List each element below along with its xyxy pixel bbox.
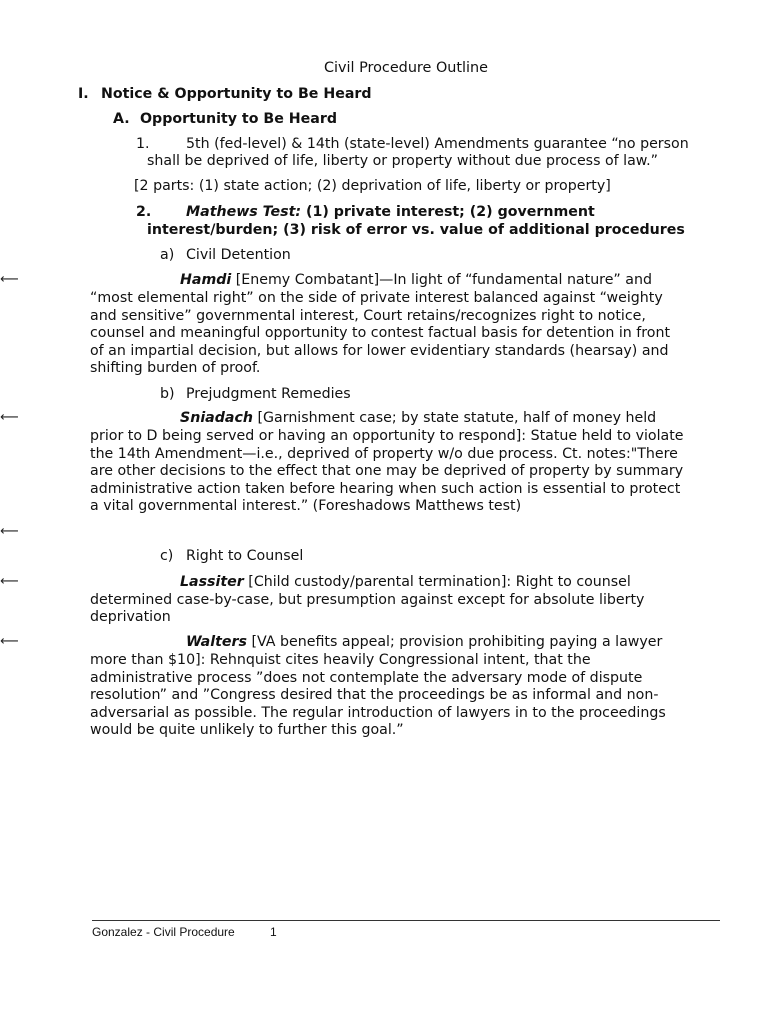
item-text-line [186, 203, 595, 221]
case-line [186, 633, 662, 651]
case-text: [Garnishment case; by state statute, half of money held [253, 410, 657, 426]
left-arrow-icon: ⟵ [0, 524, 19, 539]
document-title: Civil Procedure Outline [323, 60, 489, 76]
subitem-heading: Right to Counsel [186, 548, 304, 564]
case-text-line: prior to D being served or having an opportunity to respond]: Statue held to violate [90, 428, 684, 444]
item-text-line: 5th (fed-level) & 14th (state-level) Amendments guarantee “no person [186, 136, 689, 152]
item-number: 1. [136, 136, 150, 152]
item-text-line: interest/burden; (3) risk of error vs. value of additional procedures [147, 222, 685, 238]
case-text-line: administrative process ”does not contemplate the adversary mode of dispute [90, 670, 643, 686]
case-line [180, 271, 652, 289]
case-name: Lassiter [180, 574, 244, 590]
case-text-line: adversarial as possible. The regular introduction of lawyers in to the proceedings [90, 705, 666, 721]
case-text-line: counsel and meaningful opportunity to contest factual basis for detention in front [90, 325, 671, 341]
page-number: 1 [270, 925, 277, 939]
item-text-line: shall be deprived of life, liberty or property without due process of law.” [147, 153, 658, 169]
item-number: 2. [136, 204, 152, 220]
subitem-heading: Prejudgment Remedies [186, 386, 351, 402]
case-text-line: shifting burden of proof. [90, 360, 261, 376]
case-name: Hamdi [180, 272, 232, 288]
left-arrow-icon: ⟵ [0, 574, 19, 589]
case-text-line: of an impartial decision, but allows for lower evidentiary standards (hearsay) and [90, 343, 669, 359]
footer-text: Gonzalez - Civil Procedure [92, 925, 235, 939]
test-elements: (1) private interest; (2) government [301, 204, 595, 220]
subitem-heading: Civil Detention [186, 247, 291, 263]
case-text-line: a vital governmental interest.” (Foreshadows Matthews test) [90, 498, 522, 514]
subitem-label: b) [160, 386, 175, 402]
case-line [180, 573, 631, 591]
section-heading: Notice & Opportunity to Be Heard [101, 86, 372, 102]
case-text: [VA benefits appeal; provision prohibiting paying a lawyer [246, 634, 663, 650]
left-arrow-icon: ⟵ [0, 272, 19, 287]
case-name: Walters [186, 634, 247, 650]
case-text-line: would be quite unlikely to further this goal.” [90, 722, 404, 738]
case-text-line: are other decisions to the effect that one may be deprived of property by summary [90, 463, 684, 479]
case-text-line: “most elemental right” on the side of private interest balanced against “weighty [90, 290, 663, 306]
left-arrow-icon: ⟵ [0, 634, 19, 649]
case-text-line: resolution” and ”Congress desired that the proceedings be as informal and non- [90, 687, 659, 703]
left-arrow-icon: ⟵ [0, 410, 19, 425]
case-text: [Enemy Combatant]—In light of “fundamental nature” and [231, 272, 652, 288]
case-name: Sniadach [180, 410, 253, 426]
footer-divider [92, 920, 720, 921]
test-name: Mathews Test: [186, 204, 302, 220]
subsection-heading: Opportunity to Be Heard [140, 111, 337, 127]
subsection-letter: A. [113, 111, 130, 127]
case-text-line: the 14th Amendment—i.e., deprived of property w/o due process. Ct. notes:"There [90, 446, 678, 462]
case-text-line: more than $10]: Rehnquist cites heavily Congressional intent, that the [90, 652, 591, 668]
case-text: [Child custody/parental termination]: Right to counsel [243, 574, 631, 590]
section-numeral: I. [78, 86, 89, 102]
subitem-label: a) [160, 247, 175, 263]
item-note: [2 parts: (1) state action; (2) deprivation of life, liberty or property] [134, 178, 611, 194]
case-line [180, 409, 656, 427]
case-text-line: and sensitive” governmental interest, Court retains/recognizes right to notice, [90, 308, 646, 324]
case-text-line: deprivation [90, 609, 171, 625]
subitem-label: c) [160, 548, 174, 564]
case-text-line: administrative action taken before hearing when such action is essential to protect [90, 481, 681, 497]
case-text-line: determined case-by-case, but presumption against except for absolute liberty [90, 592, 645, 608]
